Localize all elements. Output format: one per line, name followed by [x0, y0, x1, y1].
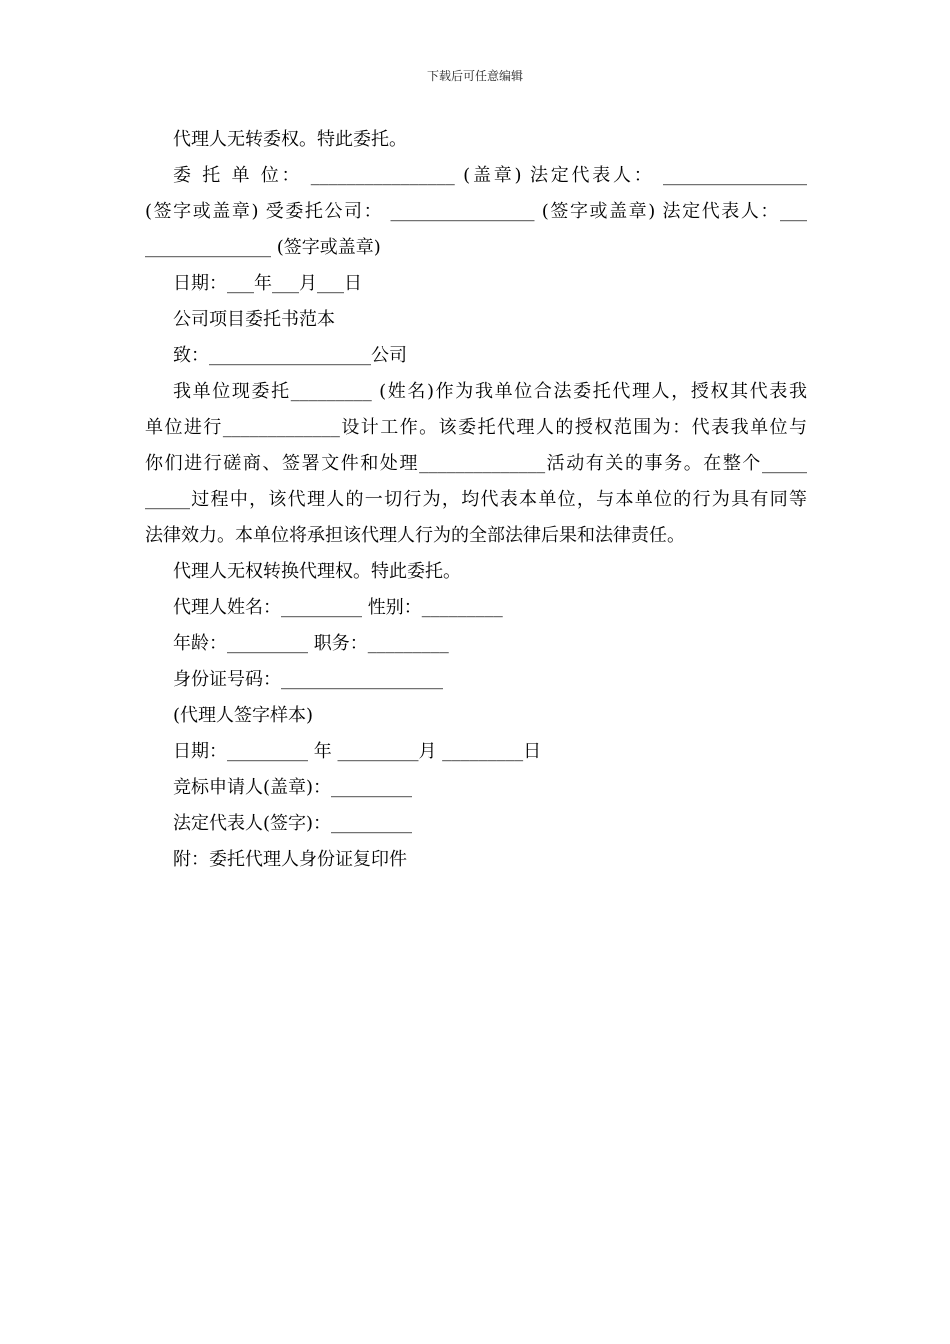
text-line: (代理人签字样本) [173, 705, 314, 726]
page-header-note: 下载后可任意编辑 [426, 69, 523, 83]
text-line: 单位进行_____________设计工作。该委托代理人的授权范围为：代表我单位与 [145, 417, 807, 438]
document-body [145, 122, 807, 878]
text-line: 我单位现委托_________ (姓名)作为我单位合法委托代理人，授权其代表我 [173, 381, 807, 402]
section-title: 公司项目委托书范本 [173, 309, 335, 330]
text-line: 代理人无转委权。特此委托。 [173, 129, 407, 150]
text-line: 法律效力。本单位将承担该代理人行为的全部法律后果和法律责任。 [145, 525, 685, 546]
text-line: (签字或盖章) 受委托公司： ________________ (签字或盖章) 法定代表人：___ [145, 201, 807, 222]
text-line: 身份证号码：__________________ [173, 669, 443, 690]
text-line: 竞标申请人(盖章)：_________ [173, 777, 413, 798]
text-line: 日期：_________ 年 _________月 _________日 [173, 741, 542, 762]
text-line: 代理人无权转换代理权。特此委托。 [173, 561, 461, 582]
text-line: 委 托 单 位： ________________ (盖章) 法定代表人： ________________ [173, 165, 807, 186]
text-line: 年龄：_________ 职务：_________ [173, 633, 449, 654]
text-line: 你们进行磋商、签署文件和处理______________活动有关的事务。在整个_____ [145, 453, 807, 474]
text-line: 日期：___年___月___日 [173, 273, 362, 294]
text-line: _____过程中，该代理人的一切行为，均代表本单位，与本单位的行为具有同等 [145, 489, 807, 510]
text-line: 致：__________________公司 [173, 345, 407, 366]
text-line: ______________ (签字或盖章) [145, 237, 381, 258]
text-line: 法定代表人(签字)：_________ [173, 813, 413, 834]
text-line: 附：委托代理人身份证复印件 [173, 849, 407, 870]
text-line: 代理人姓名：_________ 性别：_________ [173, 597, 503, 618]
